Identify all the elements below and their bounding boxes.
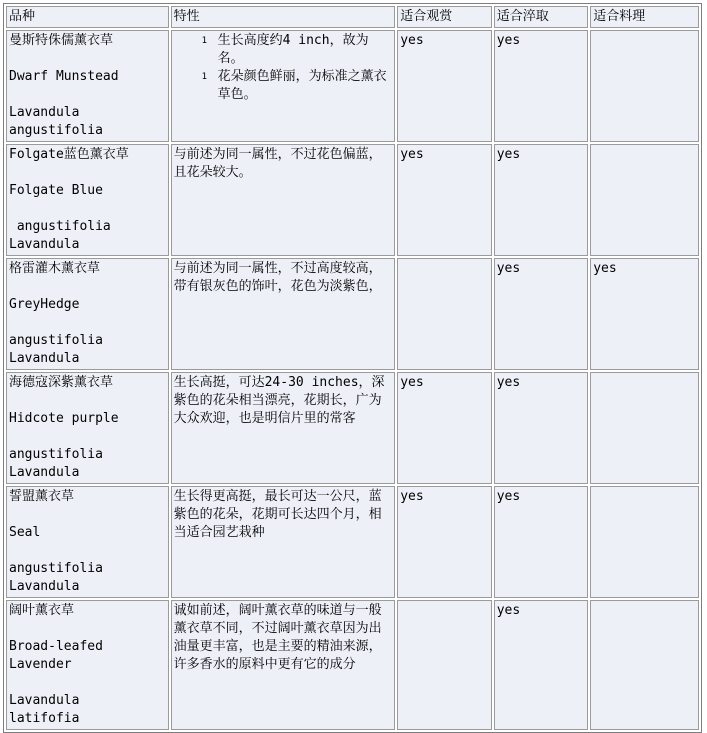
variety-latin-name-line: latifofia bbox=[9, 711, 80, 726]
variety-en-name: Hidcote purple bbox=[9, 411, 119, 426]
table-row bbox=[6, 258, 699, 370]
variety-cn-name: 誓盟薰衣草 bbox=[9, 489, 75, 504]
culinary-cell bbox=[590, 600, 699, 730]
table-row bbox=[6, 486, 699, 598]
variety-latin-name-line: Lavandula bbox=[9, 105, 80, 120]
table-row bbox=[6, 372, 699, 484]
variety-latin-name-line: angustifolia bbox=[9, 123, 103, 138]
culinary-cell: yes bbox=[590, 258, 699, 370]
variety-cn-name: 阔叶薰衣草 bbox=[9, 603, 75, 618]
table-row bbox=[6, 30, 699, 142]
ornamental-cell bbox=[397, 258, 492, 370]
variety-cn-name: Folgate蓝色薰衣草 bbox=[9, 147, 129, 162]
feature-cell: 诚如前述，阔叶薰衣草的味道与一般薰衣草不同，不过阔叶薰衣草因为出油量更丰富，也是主要的精油来源，许多香水的原料中更有它的成分 bbox=[171, 600, 396, 730]
variety-en-name: Dwarf Munstead bbox=[9, 69, 119, 84]
culinary-cell bbox=[590, 30, 699, 142]
feature-bullet-item bbox=[202, 32, 394, 68]
extraction-cell: yes bbox=[494, 372, 589, 484]
variety-cell bbox=[6, 600, 169, 730]
culinary-cell bbox=[590, 372, 699, 484]
header-row bbox=[6, 6, 699, 28]
variety-latin-name-line: angustifolia bbox=[9, 219, 111, 234]
variety-cell bbox=[6, 486, 169, 598]
small-numeral-one-bullet-icon: 1 bbox=[201, 72, 208, 82]
variety-latin-name-line: Lavandula bbox=[9, 579, 80, 594]
variety-en-name-line: Broad-leafed bbox=[9, 639, 103, 654]
variety-cell bbox=[6, 258, 169, 370]
culinary-cell bbox=[590, 144, 699, 256]
variety-cn-name: 曼斯特侏儒薰衣草 bbox=[9, 33, 114, 48]
ornamental-cell: yes bbox=[397, 372, 492, 484]
variety-cell bbox=[6, 30, 169, 142]
extraction-cell: yes bbox=[494, 486, 589, 598]
variety-en-name-line: Lavender bbox=[9, 657, 72, 672]
variety-en-name: GreyHedge bbox=[9, 297, 80, 312]
variety-latin-name-line: Lavandula bbox=[9, 351, 80, 366]
feature-cell: 与前述为同一属性，不过花色偏蓝，且花朵较大。 bbox=[171, 144, 396, 256]
feature-cell: 生长得更高挺，最长可达一公尺，蓝紫色的花朵，花期可长达四个月，相当适合园艺栽种 bbox=[171, 486, 396, 598]
lavender-variety-table bbox=[3, 3, 702, 733]
variety-en-name: Seal bbox=[9, 525, 41, 540]
variety-latin-name-line: angustifolia bbox=[9, 561, 103, 576]
variety-cell bbox=[6, 372, 169, 484]
ornamental-cell: yes bbox=[397, 486, 492, 598]
variety-cell bbox=[6, 144, 169, 256]
feature-bullet-text: 花朵颜色鲜丽，为标准之薰衣草色。 bbox=[217, 69, 387, 102]
feature-cell: 生长高挺，可达24-30 inches，深紫色的花朵相当漂亮，花期长，广为大众欢迎，也是明信片里的常客 bbox=[171, 372, 396, 484]
feature-bullet-text: 生长高度约4 inch，故为名。 bbox=[217, 33, 369, 66]
ornamental-cell bbox=[397, 600, 492, 730]
variety-latin-name-line: Lavandula bbox=[9, 693, 80, 708]
feature-bullet-list bbox=[174, 32, 394, 104]
extraction-cell: yes bbox=[494, 600, 589, 730]
extraction-cell: yes bbox=[494, 30, 589, 142]
header-variety: 品种 bbox=[6, 6, 169, 28]
culinary-cell bbox=[590, 486, 699, 598]
header-culinary: 适合料理 bbox=[590, 6, 699, 28]
variety-latin-name-line: Lavandula bbox=[9, 237, 80, 252]
variety-latin-name-line: angustifolia bbox=[9, 333, 103, 348]
page-wrapper bbox=[3, 3, 702, 733]
table-row bbox=[6, 600, 699, 730]
feature-cell: 与前述为同一属性，不过高度较高，带有银灰色的饰叶，花色为淡紫色， bbox=[171, 258, 396, 370]
header-extraction: 适合淬取 bbox=[494, 6, 589, 28]
small-numeral-one-bullet-icon: 1 bbox=[201, 36, 208, 46]
variety-latin-name-line: Lavandula bbox=[9, 465, 80, 480]
variety-cn-name: 海德寇深紫薰衣草 bbox=[9, 375, 114, 390]
ornamental-cell: yes bbox=[397, 144, 492, 256]
ornamental-cell: yes bbox=[397, 30, 492, 142]
extraction-cell: yes bbox=[494, 144, 589, 256]
variety-cn-name: 格雷灌木薰衣草 bbox=[9, 261, 101, 276]
variety-latin-name-line: angustifolia bbox=[9, 447, 103, 462]
variety-en-name: Folgate Blue bbox=[9, 183, 103, 198]
table-row bbox=[6, 144, 699, 256]
feature-cell bbox=[171, 30, 396, 142]
header-ornamental: 适合观赏 bbox=[397, 6, 492, 28]
feature-bullet-item bbox=[202, 68, 394, 104]
extraction-cell: yes bbox=[494, 258, 589, 370]
header-feature: 特性 bbox=[171, 6, 396, 28]
